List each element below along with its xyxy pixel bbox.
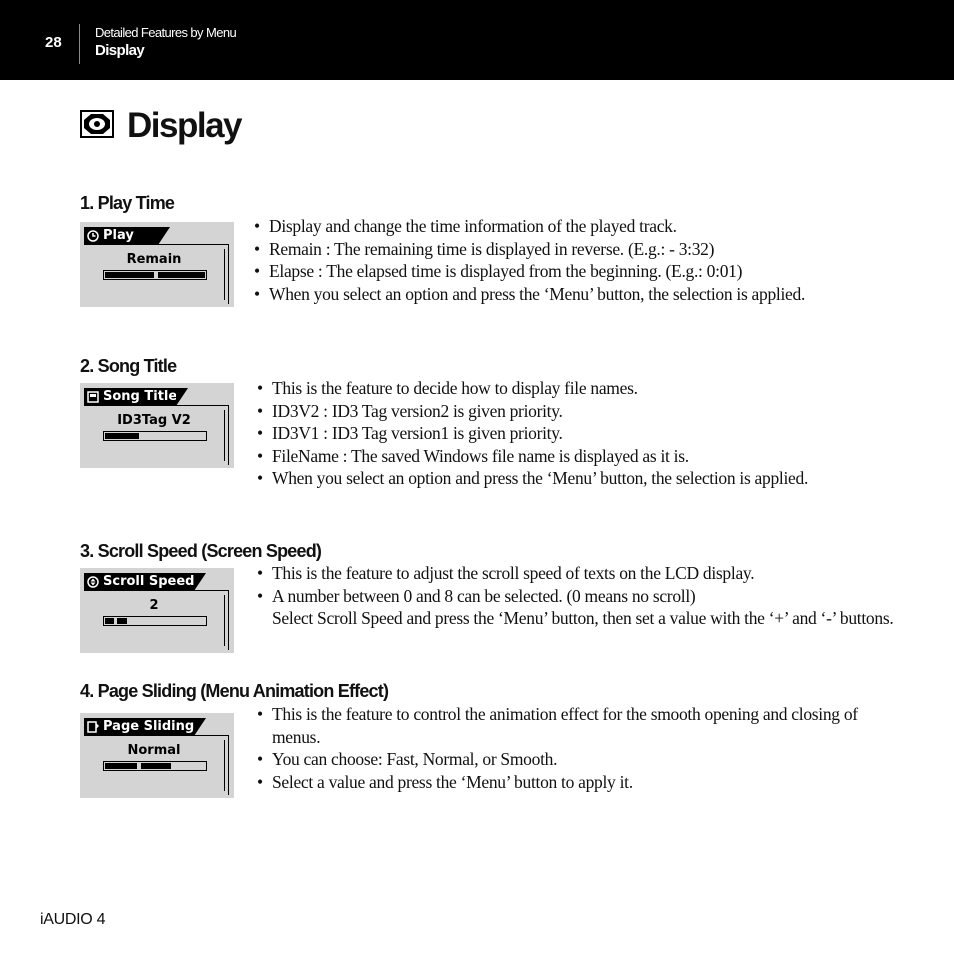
page-header	[0, 0, 954, 80]
clock-icon	[87, 230, 99, 242]
lcd-option-bar-gap	[154, 271, 158, 279]
bullet-continuation: Select Scroll Speed and press the ‘Menu’ button, then set a value with the ‘+’ and ‘-’ buttons.	[272, 608, 894, 628]
bullet-text: A number between 0 and 8 can be selected. (0 means no scroll)	[272, 585, 696, 606]
display-icon	[80, 110, 114, 138]
lcd-option-bar	[103, 270, 207, 280]
bullet-item: • This is the feature to adjust the scroll speed of texts on the LCD display.	[257, 562, 893, 585]
bullet-item: • When you select an option and press the ‘Menu’ button, the selection is applied.	[254, 283, 805, 306]
lcd-scroll-speed	[80, 568, 234, 653]
window-icon	[87, 391, 99, 403]
scroll-arrows-icon	[87, 576, 99, 588]
lcd-tab	[84, 573, 194, 591]
footer-product-name: iAUDIO 4	[40, 911, 106, 928]
bullet-item: • You can choose: Fast, Normal, or Smooth.	[257, 748, 877, 771]
bullet-item: • Elapse : The elapsed time is displayed from the beginning. (E.g.: 0:01)	[254, 260, 805, 283]
lcd-tab	[84, 718, 194, 736]
lcd-song-title	[80, 383, 234, 468]
lcd-value: Normal	[127, 743, 181, 758]
bullet-item: • This is the feature to decide how to display file names.	[257, 377, 808, 400]
bullet-item: • When you select an option and press the ‘Menu’ button, the selection is applied.	[257, 467, 808, 490]
lcd-value: 2	[149, 598, 159, 613]
lcd-option-bar	[103, 431, 207, 441]
bullet-item: • Remain : The remaining time is displayed in reverse. (E.g.: - 3:32)	[254, 238, 805, 261]
bullet-item: • FileName : The saved Windows file name is displayed as it is.	[257, 445, 808, 468]
scroll-speed-bullets	[257, 562, 893, 630]
lcd-tab-label: Song Title	[103, 389, 178, 404]
bullet-item: • This is the feature to control the animation effect for the smooth opening and closing of menus.	[257, 703, 877, 748]
bullet-item: • ID3V2 : ID3 Tag version2 is given priority.	[257, 400, 808, 423]
lcd-option-bar-gap	[137, 762, 141, 770]
page-slide-icon	[87, 721, 99, 733]
lcd-tab-label: Page Sliding	[103, 719, 195, 734]
lcd-option-bar	[103, 761, 207, 771]
lcd-tab	[84, 388, 176, 406]
section-title-scroll-speed: 3. Scroll Speed (Screen Speed)	[80, 541, 322, 561]
header-section-name: Display	[95, 42, 145, 59]
lcd-tab-label: Scroll Speed	[103, 574, 195, 589]
section-title-song-title: 2. Song Title	[80, 356, 177, 376]
header-divider	[79, 24, 80, 64]
page-number: 28	[45, 34, 62, 51]
bullet-item: • Display and change the time information of the played track.	[254, 215, 805, 238]
header-subtitle: Detailed Features by Menu	[95, 25, 237, 40]
lcd-option-bar-fill	[105, 433, 139, 439]
song-title-bullets	[257, 377, 808, 490]
lcd-tab-label: Play	[103, 228, 134, 243]
lcd-option-bar	[103, 616, 207, 626]
section-title-page-sliding: 4. Page Sliding (Menu Animation Effect)	[80, 681, 389, 701]
lcd-play-time	[80, 222, 234, 307]
lcd-value: ID3Tag V2	[117, 413, 191, 428]
lcd-value: Remain	[126, 252, 182, 267]
lcd-tab	[84, 227, 158, 245]
bullet-item: • Select a value and press the ‘Menu’ button to apply it.	[257, 771, 877, 794]
bullet-item	[257, 585, 893, 630]
play-time-bullets	[254, 215, 805, 305]
lcd-page-sliding	[80, 713, 234, 798]
page-title: Display	[127, 106, 241, 145]
page-sliding-bullets	[257, 703, 877, 793]
section-title-play-time: 1. Play Time	[80, 193, 175, 213]
bullet-item: • ID3V1 : ID3 Tag version1 is given priority.	[257, 422, 808, 445]
lcd-option-bar-gap	[114, 617, 117, 625]
